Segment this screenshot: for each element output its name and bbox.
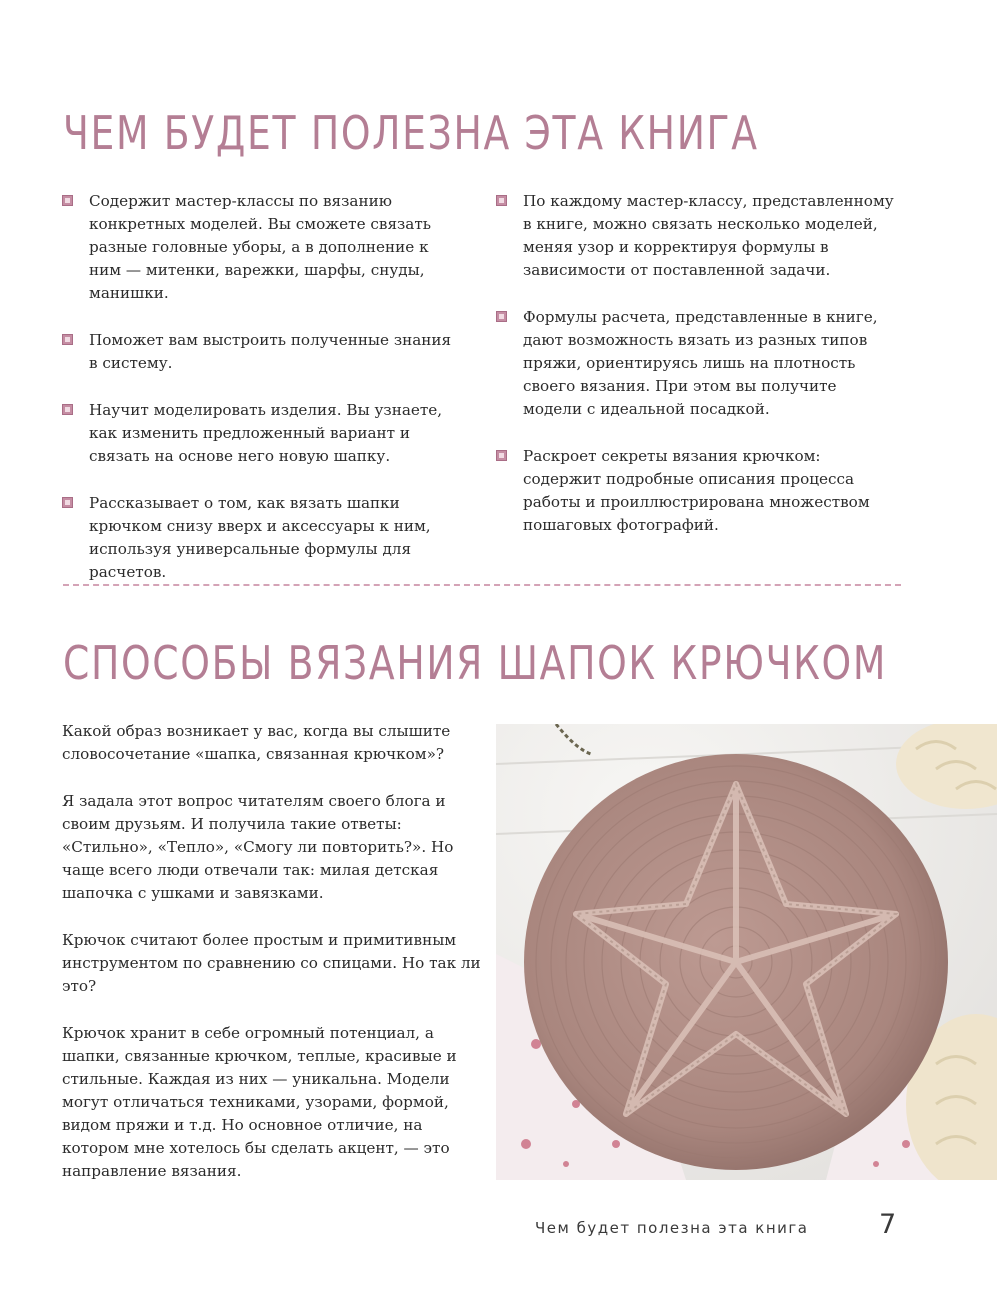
benefits-column-left	[62, 190, 462, 608]
square-bullet-icon	[496, 311, 507, 322]
bullet-item	[62, 492, 462, 584]
intro-text	[62, 720, 482, 1207]
square-bullet-icon	[496, 450, 507, 461]
paragraph: Какой образ возникает у вас, когда вы слышите словосочетание «шапка, связанная крючком»?	[62, 722, 451, 763]
square-bullet-icon	[62, 195, 73, 206]
crochet-beret-illustration	[496, 724, 997, 1180]
square-bullet-icon	[62, 404, 73, 415]
bullet-item	[62, 399, 462, 468]
bullet-item	[62, 190, 462, 305]
bullet-text: По каждому мастер-классу, представленному в книге, можно связать несколько моделей, меняя узор и корректируя формулы в зависимости от поставленной задачи.	[523, 192, 894, 279]
section-title-crochet-methods: СПОСОБЫ ВЯЗАНИЯ ШАПОК КРЮЧКОМ	[63, 636, 888, 690]
square-bullet-icon	[496, 195, 507, 206]
benefits-column-right	[496, 190, 896, 561]
paragraph: Крючок считают более простым и примитивным инструментом по сравнению со спицами. Но так ли это?	[62, 931, 481, 995]
bullet-text: Формулы расчета, представленные в книге, дают возможность вязать из разных типов пряжи, ориентируясь лишь на плотность своего вязания. При этом вы получите модели с идеальной посадкой.	[523, 308, 878, 418]
bullet-item	[496, 306, 896, 421]
paragraph: Я задала этот вопрос читателям своего блога и своим друзьям. И получила такие ответы: «Стильно», «Тепло», «Смогу ли повторить?». Но чаще всего люди отвечали так: милая детская шапочка с ушками и завязками.	[62, 792, 454, 902]
bullet-text: Раскроет секреты вязания крючком: содержит подробные описания процесса работы и проиллюстрирована множеством пошаговых фотографий.	[523, 447, 870, 534]
page-number: 7	[879, 1209, 897, 1240]
bullet-item	[62, 329, 462, 375]
bullet-item	[496, 445, 896, 537]
beret-photo	[496, 724, 997, 1180]
bullet-text: Научит моделировать изделия. Вы узнаете, как изменить предложенный вариант и связать на основе него новую шапку.	[89, 401, 443, 465]
bullet-text: Рассказывает о том, как вязать шапки крючком снизу вверх и аксессуары к ним, используя универсальные формулы для расчетов.	[89, 494, 431, 581]
bullet-item	[496, 190, 896, 282]
dashed-divider	[63, 584, 901, 586]
bullet-text: Поможет вам выстроить полученные знания в систему.	[89, 331, 452, 372]
square-bullet-icon	[62, 334, 73, 345]
bullet-text: Содержит мастер-классы по вязанию конкретных моделей. Вы сможете связать разные головные уборы, а в дополнение к ним — митенки, варежки, шарфы, снуды, манишки.	[89, 192, 432, 302]
running-title: Чем будет полезна эта книга	[535, 1219, 809, 1237]
section-title-book-benefits: ЧЕМ БУДЕТ ПОЛЕЗНА ЭТА КНИГА	[63, 106, 759, 160]
paragraph: Крючок хранит в себе огромный потенциал, а шапки, связанные крючком, теплые, красивые и стильные. Каждая из них — уникальна. Модели могут отличаться техниками, узорами, формой, видом пряжи и т.д. Но основное отличие, на котором мне хотелось бы сделать акцент, — это направление вязания.	[62, 1024, 457, 1180]
square-bullet-icon	[62, 497, 73, 508]
